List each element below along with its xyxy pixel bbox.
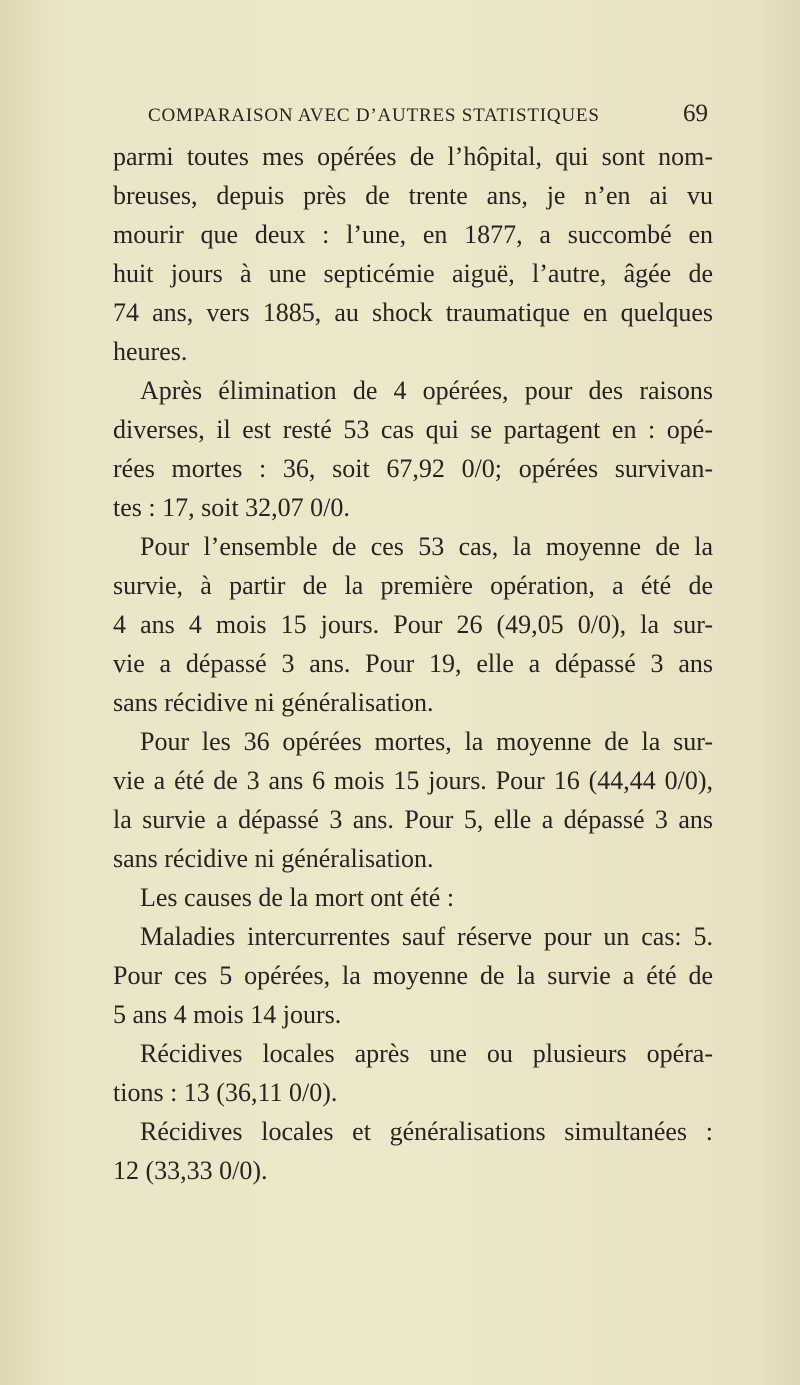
text-line: sans récidive ni généralisation.	[113, 688, 434, 717]
text-line: sans récidive ni généralisation.	[113, 844, 434, 873]
text-line: 12 (33,33 0/0).	[113, 1156, 268, 1185]
text-line: heures.	[113, 337, 188, 366]
text-line: survie, à partir de la première opération, a été de	[113, 571, 713, 600]
text-line: vie a été de 3 ans 6 mois 15 jours. Pour 16 (44,44 0/0),	[113, 766, 713, 795]
text-line: Pour l’ensemble de ces 53 cas, la moyenne de la	[140, 532, 713, 561]
text-line: 4 ans 4 mois 15 jours. Pour 26 (49,05 0/0), la sur-	[113, 610, 713, 639]
text-line: tes : 17, soit 32,07 0/0.	[113, 493, 350, 522]
text-line: Pour ces 5 opérées, la moyenne de la survie a été de	[113, 961, 713, 990]
text-line: tions : 13 (36,11 0/0).	[113, 1078, 338, 1107]
body-text	[113, 137, 713, 1190]
running-header	[148, 100, 708, 128]
text-line: diverses, il est resté 53 cas qui se partagent en : opé-	[113, 415, 713, 444]
running-title: COMPARAISON AVEC D’AUTRES STATISTIQUES	[148, 105, 600, 126]
text-line: 74 ans, vers 1885, au shock traumatique en quelques	[113, 298, 713, 327]
text-line: 5 ans 4 mois 14 jours.	[113, 1000, 342, 1029]
text-line: mourir que deux : l’une, en 1877, a succombé en	[113, 220, 713, 249]
text-line: Récidives locales et généralisations simultanées :	[140, 1117, 713, 1146]
text-line: breuses, depuis près de trente ans, je n’en ai vu	[113, 181, 713, 210]
text-line: huit jours à une septicémie aiguë, l’autre, âgée de	[113, 259, 713, 288]
text-line: Récidives locales après une ou plusieurs opéra-	[140, 1039, 713, 1068]
text-line: Après élimination de 4 opérées, pour des raisons	[140, 376, 713, 405]
text-line: Pour les 36 opérées mortes, la moyenne de la sur-	[140, 727, 713, 756]
text-line: parmi toutes mes opérées de l’hôpital, qui sont nom-	[113, 142, 713, 171]
text-line: la survie a dépassé 3 ans. Pour 5, elle a dépassé 3 ans	[113, 805, 713, 834]
text-line: vie a dépassé 3 ans. Pour 19, elle a dépassé 3 ans	[113, 649, 713, 678]
text-line: Les causes de la mort ont été :	[140, 883, 455, 912]
text-line: Maladies intercurrentes sauf réserve pour un cas: 5.	[140, 922, 713, 951]
page-number: 69	[683, 100, 708, 127]
text-line: rées mortes : 36, soit 67,92 0/0; opérées survivan-	[113, 454, 713, 483]
